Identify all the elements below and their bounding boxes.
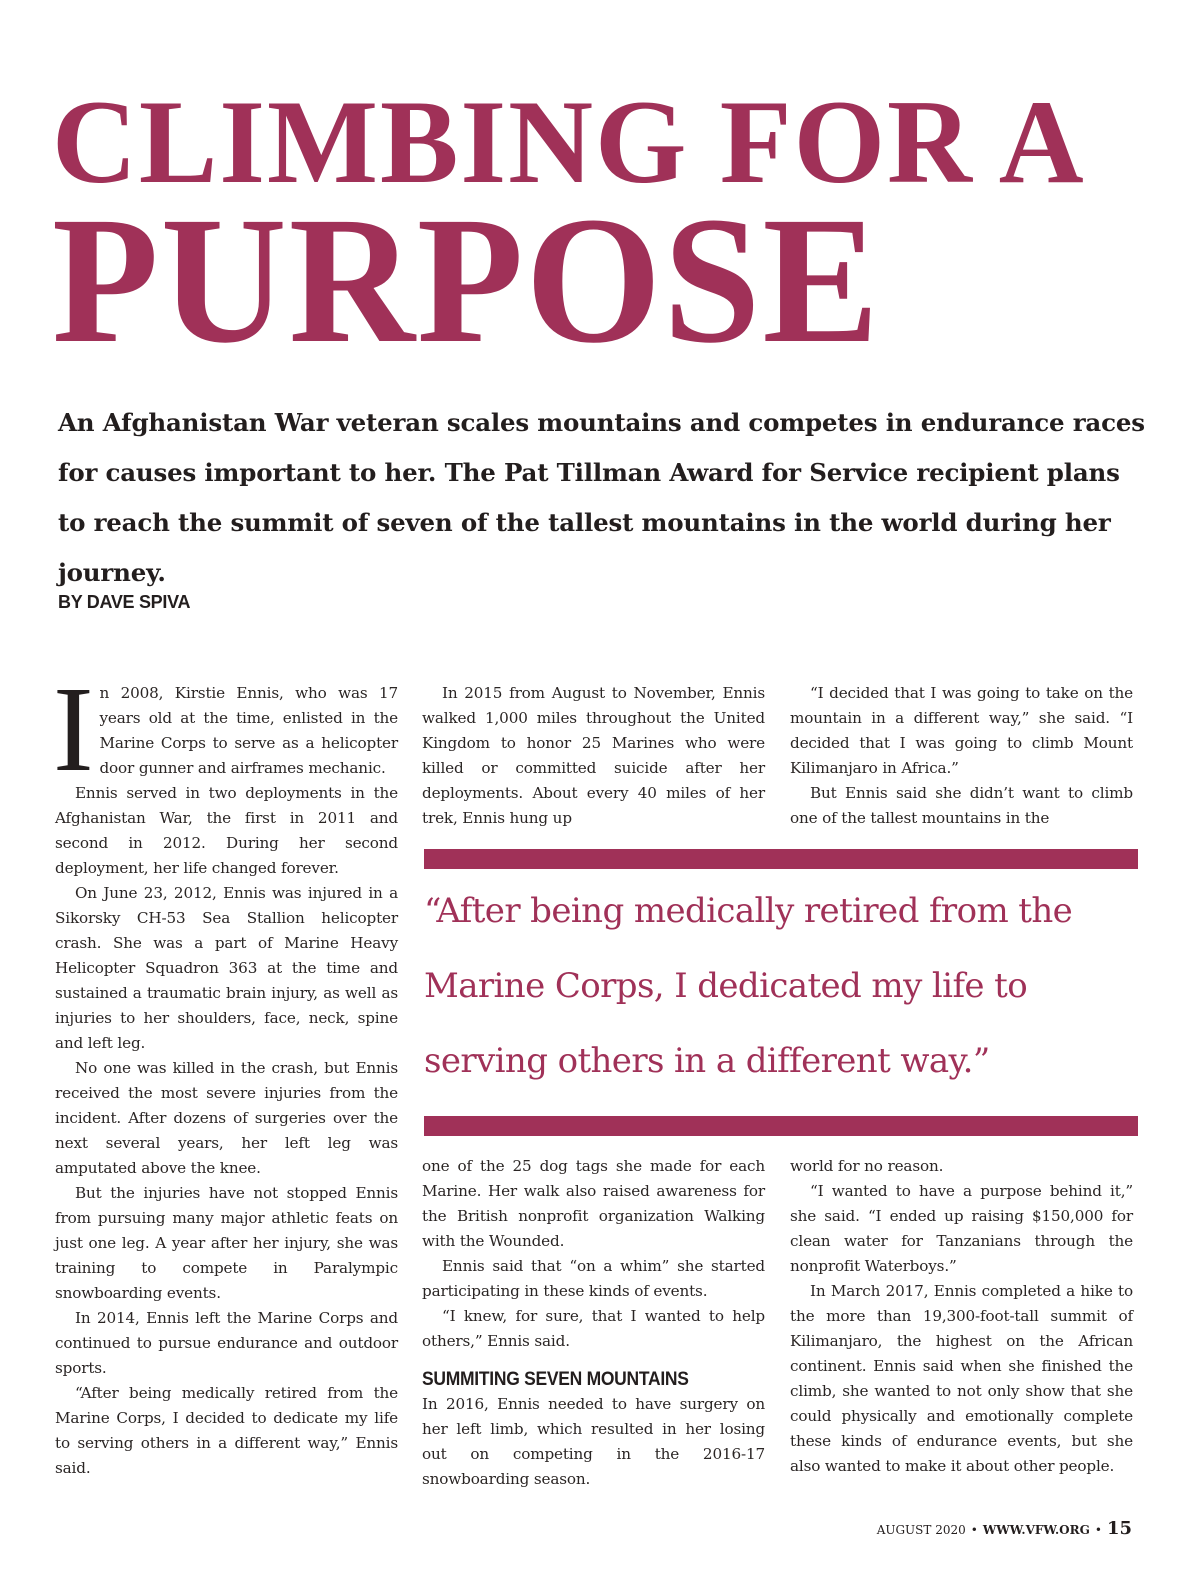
column-2-top (422, 681, 765, 831)
body-paragraph: one of the 25 dog tags she made for each Marine. Her walk also raised awareness for the British nonprofit organization Walking with the Wounded. (422, 1157, 765, 1250)
body-paragraph: But Ennis said she didn’t want to climb one of the tallest mountains in the (790, 784, 1133, 827)
dek: An Afghanistan War veteran scales mountains and competes in endurance races for causes important to her. The Pat Tillman Award for Service recipient plans to reach the summit of seven of the tallest mountains in the world during her journey. (58, 408, 1145, 587)
column-1 (53, 662, 398, 1481)
byline: BY DAVE SPIVA (58, 592, 191, 612)
section-subhead: SUMMITING SEVEN MOUNTAINS (422, 1369, 689, 1390)
body-paragraph: But the injuries have not stopped Ennis from pursuing many major athletic feats on just one leg. A year after her injury, she was training to compete in Paralympic snowboarding events. (55, 1184, 398, 1302)
pullquote-rule-top (424, 849, 1138, 869)
issue-date: AUGUST 2020 (876, 1523, 966, 1537)
body-paragraph: “After being medically retired from the Marine Corps, I decided to dedicate my life to serving others in a different way,” Ennis said. (55, 1384, 398, 1477)
pull-quote: “After being medically retired from the Marine Corps, I dedicated my life to serving others in a different way.” (424, 891, 1073, 1081)
body-paragraph: No one was killed in the crash, but Ennis received the most severe injuries from the incident. After dozens of surgeries over the next several years, her left leg was amputated above the knee. (55, 1059, 398, 1177)
page-number: 15 (1106, 1518, 1132, 1539)
body-paragraph: “I knew, for sure, that I wanted to help others,” Ennis said. (422, 1307, 765, 1350)
column-3-top (790, 681, 1133, 831)
body-paragraph: Ennis said that “on a whim” she started participating in these kinds of events. (422, 1257, 765, 1300)
footer-separator: • (1094, 1523, 1102, 1537)
page-footer (877, 1518, 1132, 1539)
headline-line-1: CLIMBING FOR A (52, 75, 1086, 208)
drop-cap: I (53, 662, 94, 797)
body-paragraph: world for no reason. (790, 1157, 944, 1175)
body-paragraph: In March 2017, Ennis completed a hike to the more than 19,300-foot-tall summit of Kilimanjaro, the highest on the African continent. Ennis said when she finished the climb, she wanted to not only show that she could physically and emotionally complete these kinds of endurance events, but she also wanted to make it about other people. (790, 1282, 1133, 1475)
body-paragraph (53, 662, 398, 797)
body-paragraph: On June 23, 2012, Ennis was injured in a Sikorsky CH-53 Sea Stallion helicopter crash. She was a part of Marine Heavy Helicopter Squadron 363 at the time and sustained a traumatic brain injury, as well as injuries to her shoulders, face, neck, spine and left leg. (55, 884, 398, 1052)
website-url: WWW.VFW.ORG (982, 1523, 1090, 1537)
headline-line-2: PURPOSE (52, 180, 881, 381)
body-paragraph: “I decided that I was going to take on the mountain in a different way,” she said. “I decided that I was going to climb Mount Kilimanjaro in Africa.” (790, 684, 1133, 777)
body-paragraph: In 2014, Ennis left the Marine Corps and continued to pursue endurance and outdoor sports. (55, 1309, 398, 1377)
column-3-bottom (790, 1154, 1133, 1479)
body-paragraph-text: n 2008, Kirstie Ennis, who was 17 years old at the time, enlisted in the Marine Corps to serve as a helicopter door gunner and airframes mechanic. (99, 684, 398, 777)
body-paragraph: Ennis served in two deployments in the Afghanistan War, the first in 2011 and second in 2012. During her second deployment, her life changed forever. (55, 784, 398, 877)
column-2-bottom (422, 1154, 765, 1492)
body-paragraph: In 2015 from August to November, Ennis walked 1,000 miles throughout the United Kingdom to honor 25 Marines who were killed or committed suicide after her deployments. About every 40 miles of her trek, Ennis hung up (422, 684, 765, 827)
footer-separator: • (970, 1523, 978, 1537)
body-paragraph: In 2016, Ennis needed to have surgery on her left limb, which resulted in her losing out on competing in the 2016-17 snowboarding season. (422, 1395, 765, 1488)
pullquote-rule-bottom (424, 1116, 1138, 1136)
body-paragraph: “I wanted to have a purpose behind it,” she said. “I ended up raising $150,000 for clean water for Tanzanians through the nonprofit Waterboys.” (790, 1182, 1133, 1275)
